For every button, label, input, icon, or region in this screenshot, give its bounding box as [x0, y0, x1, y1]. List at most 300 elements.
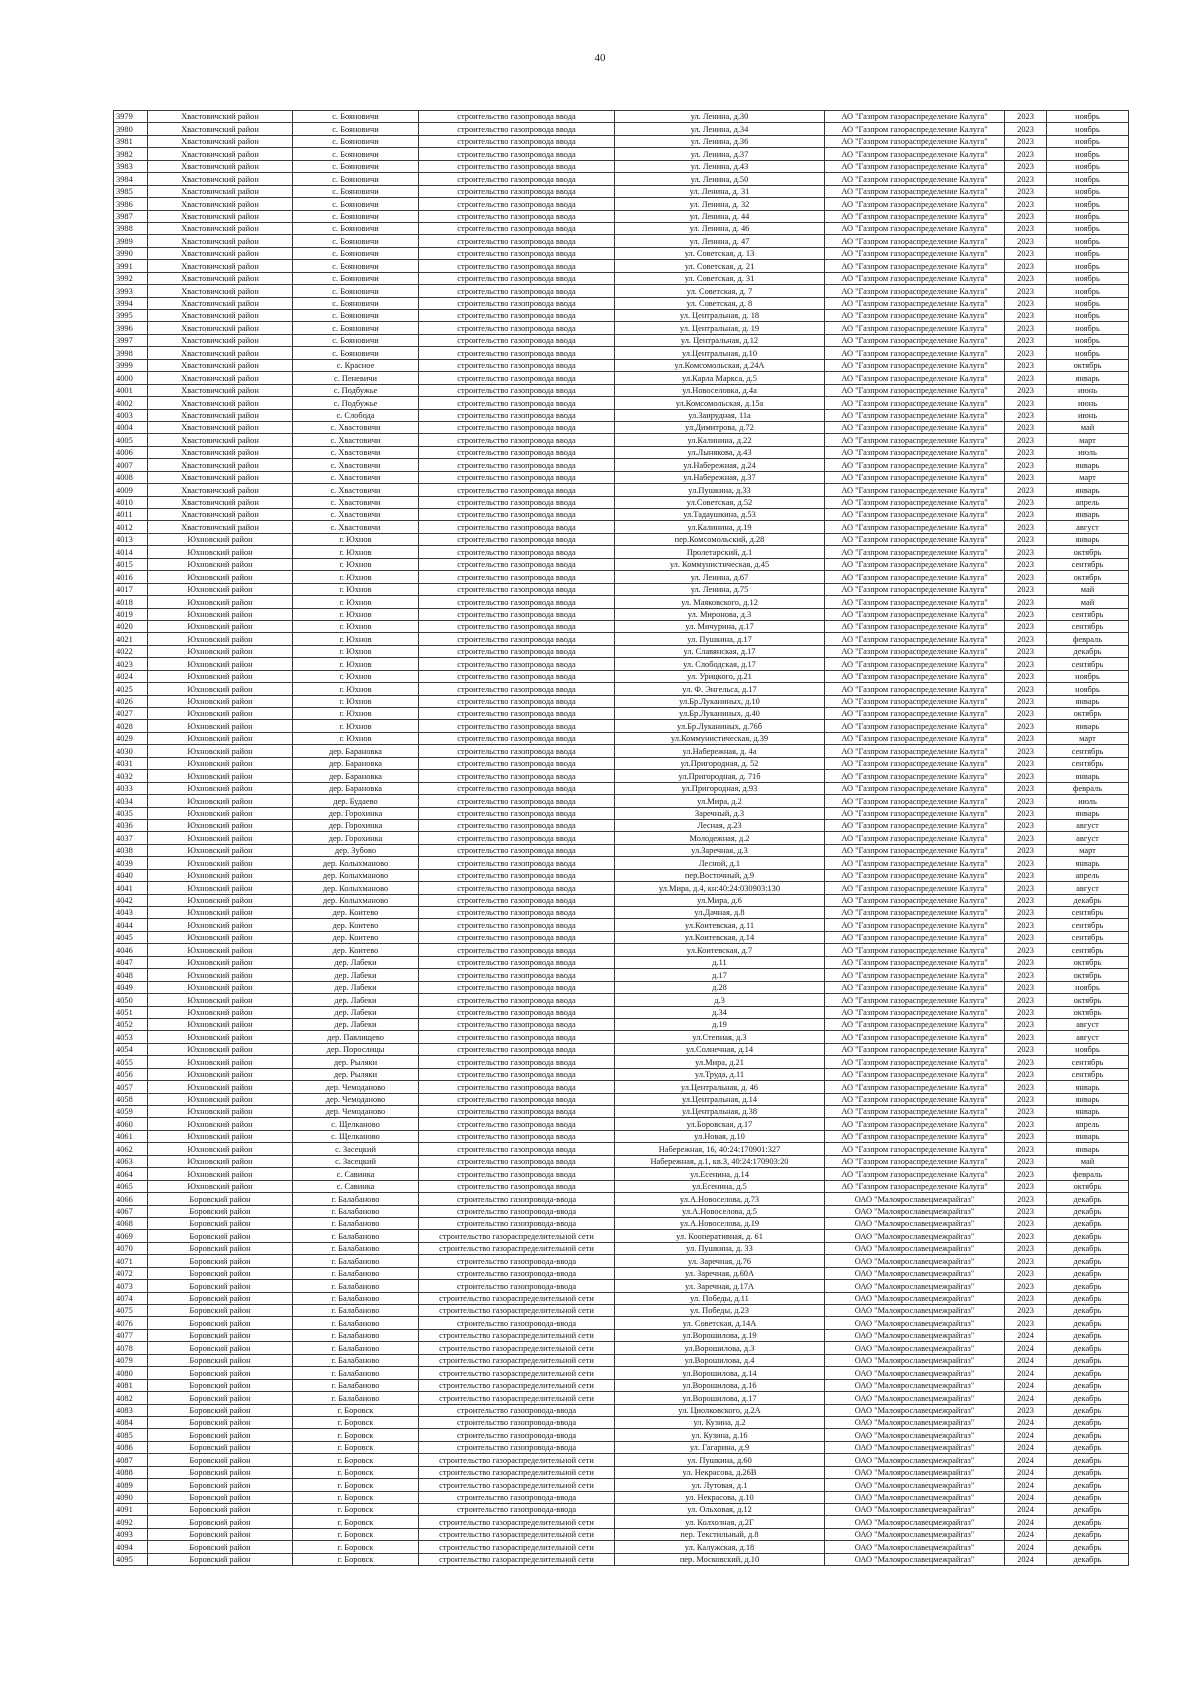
row-number: 4089: [114, 1479, 148, 1491]
address-cell: Заречный, д.3: [615, 807, 825, 819]
district-cell: Хвастовичский район: [148, 198, 293, 210]
settlement-cell: г. Боровск: [293, 1491, 419, 1503]
month-cell: декабрь: [1047, 645, 1129, 657]
work-type-cell: строительство газопровода ввода: [419, 1018, 615, 1030]
work-type-cell: строительство газопровода ввода: [419, 907, 615, 919]
address-cell: ул. Некрасова, д.10: [615, 1491, 825, 1503]
row-number: 3980: [114, 123, 148, 135]
work-type-cell: строительство газопровода ввода: [419, 434, 615, 446]
row-number: 4036: [114, 819, 148, 831]
settlement-cell: г. Боровск: [293, 1441, 419, 1453]
work-type-cell: строительство газопровода ввода: [419, 260, 615, 272]
settlement-cell: г. Боровск: [293, 1528, 419, 1540]
table-row: [114, 484, 1129, 496]
address-cell: ул. Пушкина, д.60: [615, 1454, 825, 1466]
month-cell: сентябрь: [1047, 757, 1129, 769]
district-cell: Хвастовичский район: [148, 347, 293, 359]
district-cell: Хвастовичский район: [148, 509, 293, 521]
table-row: [114, 1130, 1129, 1142]
organization-cell: АО "Газпром газораспределение Калуга": [825, 1006, 1005, 1018]
settlement-cell: г. Балабаново: [293, 1242, 419, 1254]
work-type-cell: строительство газопровода ввода: [419, 148, 615, 160]
year-cell: 2023: [1005, 1106, 1047, 1118]
organization-cell: АО "Газпром газораспределение Калуга": [825, 521, 1005, 533]
work-type-cell: строительство газопровода ввода: [419, 969, 615, 981]
settlement-cell: с. Щелканово: [293, 1118, 419, 1130]
address-cell: ул.Калинина, д.19: [615, 521, 825, 533]
work-type-cell: строительство газопровода ввода: [419, 484, 615, 496]
year-cell: 2023: [1005, 1155, 1047, 1167]
year-cell: 2024: [1005, 1367, 1047, 1379]
settlement-cell: с. Бояновичи: [293, 297, 419, 309]
district-cell: Хвастовичский район: [148, 434, 293, 446]
address-cell: ул.Центральная, д.38: [615, 1106, 825, 1118]
table-row: [114, 1230, 1129, 1242]
settlement-cell: дер. Колыхманово: [293, 894, 419, 906]
row-number: 4037: [114, 832, 148, 844]
row-number: 4022: [114, 645, 148, 657]
organization-cell: АО "Газпром газораспределение Калуга": [825, 695, 1005, 707]
row-number: 4015: [114, 558, 148, 570]
work-type-cell: строительство газопровода-ввода: [419, 1193, 615, 1205]
settlement-cell: дер. Порослицы: [293, 1043, 419, 1055]
settlement-cell: г. Юхнов: [293, 533, 419, 545]
year-cell: 2023: [1005, 795, 1047, 807]
address-cell: ул. Мичурина, д.17: [615, 620, 825, 632]
year-cell: 2023: [1005, 894, 1047, 906]
month-cell: январь: [1047, 1106, 1129, 1118]
district-cell: Хвастовичский район: [148, 409, 293, 421]
year-cell: 2023: [1005, 434, 1047, 446]
work-type-cell: строительство газопровода ввода: [419, 322, 615, 334]
work-type-cell: строительство газопровода-ввода: [419, 1441, 615, 1453]
month-cell: декабрь: [1047, 1541, 1129, 1553]
address-cell: ул. Ленина, д. 31: [615, 185, 825, 197]
work-type-cell: строительство газопровода ввода: [419, 583, 615, 595]
district-cell: Юхновский район: [148, 708, 293, 720]
district-cell: Боровский район: [148, 1441, 293, 1453]
year-cell: 2023: [1005, 123, 1047, 135]
year-cell: 2023: [1005, 720, 1047, 732]
work-type-cell: строительство газопровода ввода: [419, 546, 615, 558]
settlement-cell: дер. Горохинка: [293, 819, 419, 831]
work-type-cell: строительство газопровода ввода: [419, 645, 615, 657]
month-cell: ноябрь: [1047, 135, 1129, 147]
organization-cell: АО "Газпром газораспределение Калуга": [825, 844, 1005, 856]
address-cell: пер. Текстильный, д.8: [615, 1528, 825, 1540]
settlement-cell: с. Бояновичи: [293, 123, 419, 135]
address-cell: ул.Тадаушкина, д.53: [615, 509, 825, 521]
month-cell: октябрь: [1047, 546, 1129, 558]
district-cell: Хвастовичский район: [148, 459, 293, 471]
address-cell: ул. Коммунистическая, д.45: [615, 558, 825, 570]
organization-cell: АО "Газпром газораспределение Калуга": [825, 210, 1005, 222]
address-cell: ул. Колхозная, д.2Г: [615, 1516, 825, 1528]
year-cell: 2023: [1005, 645, 1047, 657]
settlement-cell: дер. Рыляки: [293, 1068, 419, 1080]
address-cell: ул.Ворошилова, д.19: [615, 1329, 825, 1341]
work-type-cell: строительство газопровода-ввода: [419, 1404, 615, 1416]
row-number: 4032: [114, 770, 148, 782]
organization-cell: АО "Газпром газораспределение Калуга": [825, 670, 1005, 682]
month-cell: ноябрь: [1047, 310, 1129, 322]
district-cell: Юхновский район: [148, 757, 293, 769]
settlement-cell: с. Хвастовичи: [293, 484, 419, 496]
month-cell: ноябрь: [1047, 260, 1129, 272]
organization-cell: ОАО "Малоярославецмежрайгаз": [825, 1491, 1005, 1503]
address-cell: ул.Ворошилова, д.17: [615, 1392, 825, 1404]
year-cell: 2023: [1005, 708, 1047, 720]
year-cell: 2023: [1005, 1230, 1047, 1242]
address-cell: ул. Миронова, д.3: [615, 608, 825, 620]
row-number: 4038: [114, 844, 148, 856]
district-cell: Хвастовичский район: [148, 521, 293, 533]
table-row: [114, 347, 1129, 359]
year-cell: 2023: [1005, 683, 1047, 695]
table-row: [114, 1068, 1129, 1080]
address-cell: ул. Ленина, д. 32: [615, 198, 825, 210]
address-cell: ул. Ленина, д.37: [615, 148, 825, 160]
organization-cell: АО "Газпром газораспределение Калуга": [825, 135, 1005, 147]
month-cell: сентябрь: [1047, 944, 1129, 956]
settlement-cell: дер. Лабеки: [293, 969, 419, 981]
address-cell: ул. Кузина, д.16: [615, 1429, 825, 1441]
table-row: [114, 1093, 1129, 1105]
month-cell: октябрь: [1047, 1006, 1129, 1018]
month-cell: декабрь: [1047, 1242, 1129, 1254]
district-cell: Боровский район: [148, 1205, 293, 1217]
year-cell: 2023: [1005, 1143, 1047, 1155]
district-cell: Юхновский район: [148, 658, 293, 670]
settlement-cell: дер. Барановка: [293, 745, 419, 757]
table-row: [114, 994, 1129, 1006]
row-number: 4051: [114, 1006, 148, 1018]
year-cell: 2023: [1005, 484, 1047, 496]
work-type-cell: строительство газопровода ввода: [419, 459, 615, 471]
table-row: [114, 1479, 1129, 1491]
district-cell: Юхновский район: [148, 919, 293, 931]
work-type-cell: строительство газопровода ввода: [419, 658, 615, 670]
row-number: 4082: [114, 1392, 148, 1404]
table-row: [114, 882, 1129, 894]
address-cell: ул.Солнечная, д.14: [615, 1043, 825, 1055]
table-row: [114, 1043, 1129, 1055]
row-number: 3985: [114, 185, 148, 197]
settlement-cell: г. Боровск: [293, 1466, 419, 1478]
settlement-cell: дер. Коитево: [293, 907, 419, 919]
year-cell: 2023: [1005, 372, 1047, 384]
row-number: 4061: [114, 1130, 148, 1142]
month-cell: май: [1047, 1155, 1129, 1167]
organization-cell: ОАО "Малоярославецмежрайгаз": [825, 1441, 1005, 1453]
table-row: [114, 1416, 1129, 1428]
address-cell: ул. Ленина, д. 47: [615, 235, 825, 247]
row-number: 4001: [114, 384, 148, 396]
organization-cell: АО "Газпром газораспределение Калуга": [825, 1068, 1005, 1080]
month-cell: декабрь: [1047, 894, 1129, 906]
address-cell: ул.Пригородная, д.93: [615, 782, 825, 794]
address-cell: ул. Победы, д.23: [615, 1305, 825, 1317]
year-cell: 2024: [1005, 1416, 1047, 1428]
address-cell: ул.А.Новоселова, д.73: [615, 1193, 825, 1205]
address-cell: ул. Советская, д. 7: [615, 285, 825, 297]
month-cell: январь: [1047, 484, 1129, 496]
table-row: [114, 907, 1129, 919]
work-type-cell: строительство газопровода ввода: [419, 571, 615, 583]
row-number: 4094: [114, 1541, 148, 1553]
row-number: 4007: [114, 459, 148, 471]
row-number: 4005: [114, 434, 148, 446]
address-cell: ул.Мира, д.4, кн:40:24:030903:130: [615, 882, 825, 894]
work-type-cell: строительство газопровода ввода: [419, 334, 615, 346]
work-type-cell: строительство газораспределительной сети: [419, 1479, 615, 1491]
district-cell: Хвастовичский район: [148, 210, 293, 222]
district-cell: Юхновский район: [148, 596, 293, 608]
year-cell: 2024: [1005, 1392, 1047, 1404]
work-type-cell: строительство газопровода ввода: [419, 1031, 615, 1043]
work-type-cell: строительство газопровода ввода: [419, 421, 615, 433]
settlement-cell: дер. Чемоданово: [293, 1081, 419, 1093]
year-cell: 2023: [1005, 1180, 1047, 1192]
work-type-cell: строительство газораспределительной сети: [419, 1541, 615, 1553]
address-cell: ул. Ольховая, д.12: [615, 1504, 825, 1516]
table-row: [114, 397, 1129, 409]
month-cell: сентябрь: [1047, 1056, 1129, 1068]
work-type-cell: строительство газораспределительной сети: [419, 1466, 615, 1478]
district-cell: Юхновский район: [148, 994, 293, 1006]
month-cell: февраль: [1047, 1168, 1129, 1180]
district-cell: Боровский район: [148, 1392, 293, 1404]
district-cell: Хвастовичский район: [148, 272, 293, 284]
table-row: [114, 533, 1129, 545]
work-type-cell: строительство газопровода-ввода: [419, 1267, 615, 1279]
district-cell: Хвастовичский район: [148, 359, 293, 371]
settlement-cell: г. Балабаново: [293, 1255, 419, 1267]
address-cell: ул.Есенина, д.5: [615, 1180, 825, 1192]
district-cell: Боровский район: [148, 1504, 293, 1516]
address-cell: ул. Славянская, д.17: [615, 645, 825, 657]
address-cell: ул. Ленина, д. 44: [615, 210, 825, 222]
year-cell: 2023: [1005, 409, 1047, 421]
district-cell: Боровский район: [148, 1528, 293, 1540]
year-cell: 2023: [1005, 956, 1047, 968]
organization-cell: АО "Газпром газораспределение Калуга": [825, 1018, 1005, 1030]
work-type-cell: строительство газопровода ввода: [419, 981, 615, 993]
district-cell: Юхновский район: [148, 857, 293, 869]
district-cell: Юхновский район: [148, 819, 293, 831]
settlement-cell: г. Юхнов: [293, 645, 419, 657]
year-cell: 2023: [1005, 832, 1047, 844]
table-row: [114, 1504, 1129, 1516]
year-cell: 2023: [1005, 571, 1047, 583]
row-number: 4030: [114, 745, 148, 757]
organization-cell: ОАО "Малоярославецмежрайгаз": [825, 1217, 1005, 1229]
table-row: [114, 782, 1129, 794]
year-cell: 2024: [1005, 1491, 1047, 1503]
organization-cell: АО "Газпром газораспределение Калуга": [825, 459, 1005, 471]
address-cell: ул. Слободская, д.17: [615, 658, 825, 670]
row-number: 4040: [114, 869, 148, 881]
organization-cell: ОАО "Малоярославецмежрайгаз": [825, 1329, 1005, 1341]
address-cell: ул. Некрасова, д.26В: [615, 1466, 825, 1478]
table-row: [114, 1217, 1129, 1229]
row-number: 3999: [114, 359, 148, 371]
month-cell: январь: [1047, 509, 1129, 521]
work-type-cell: строительство газопровода ввода: [419, 1068, 615, 1080]
month-cell: август: [1047, 882, 1129, 894]
settlement-cell: г. Балабаново: [293, 1193, 419, 1205]
district-cell: Юхновский район: [148, 571, 293, 583]
district-cell: Боровский район: [148, 1317, 293, 1329]
year-cell: 2023: [1005, 732, 1047, 744]
settlement-cell: с. Бояновичи: [293, 198, 419, 210]
table-row: [114, 1441, 1129, 1453]
organization-cell: АО "Газпром газораспределение Калуга": [825, 533, 1005, 545]
month-cell: ноябрь: [1047, 198, 1129, 210]
district-cell: Хвастовичский район: [148, 123, 293, 135]
row-number: 3992: [114, 272, 148, 284]
month-cell: январь: [1047, 807, 1129, 819]
table-row: [114, 123, 1129, 135]
settlement-cell: г. Юхнов: [293, 720, 419, 732]
address-cell: ул. Ленина, д.43: [615, 160, 825, 172]
organization-cell: АО "Газпром газораспределение Калуга": [825, 334, 1005, 346]
table-row: [114, 1354, 1129, 1366]
organization-cell: АО "Газпром газораспределение Калуга": [825, 658, 1005, 670]
table-body: [114, 111, 1129, 1566]
month-cell: ноябрь: [1047, 297, 1129, 309]
settlement-cell: г. Боровск: [293, 1429, 419, 1441]
row-number: 4021: [114, 633, 148, 645]
address-cell: ул.Коитевская, д.14: [615, 931, 825, 943]
month-cell: май: [1047, 596, 1129, 608]
month-cell: ноябрь: [1047, 347, 1129, 359]
row-number: 4016: [114, 571, 148, 583]
year-cell: 2023: [1005, 459, 1047, 471]
row-number: 3983: [114, 160, 148, 172]
month-cell: декабрь: [1047, 1329, 1129, 1341]
work-type-cell: строительство газопровода ввода: [419, 994, 615, 1006]
district-cell: Юхновский район: [148, 720, 293, 732]
year-cell: 2023: [1005, 1018, 1047, 1030]
work-type-cell: строительство газопровода ввода: [419, 397, 615, 409]
table-row: [114, 1255, 1129, 1267]
work-type-cell: строительство газопровода ввода: [419, 670, 615, 682]
work-type-cell: строительство газопровода ввода: [419, 123, 615, 135]
settlement-cell: г. Юхнов: [293, 583, 419, 595]
table-row: [114, 210, 1129, 222]
work-type-cell: строительство газопровода ввода: [419, 235, 615, 247]
month-cell: декабрь: [1047, 1466, 1129, 1478]
address-cell: ул. Калужская, д.18: [615, 1541, 825, 1553]
organization-cell: АО "Газпром газораспределение Калуга": [825, 1093, 1005, 1105]
settlement-cell: г. Юхнов: [293, 633, 419, 645]
address-cell: ул.Бр.Луканиных, д.10: [615, 695, 825, 707]
organization-cell: АО "Газпром газораспределение Калуга": [825, 496, 1005, 508]
organization-cell: ОАО "Малоярославецмежрайгаз": [825, 1479, 1005, 1491]
district-cell: Юхновский район: [148, 633, 293, 645]
month-cell: ноябрь: [1047, 222, 1129, 234]
settlement-cell: г. Балабаново: [293, 1379, 419, 1391]
organization-cell: АО "Газпром газораспределение Калуга": [825, 994, 1005, 1006]
organization-cell: АО "Газпром газораспределение Калуга": [825, 782, 1005, 794]
organization-cell: АО "Газпром газораспределение Калуга": [825, 1180, 1005, 1192]
organization-cell: АО "Газпром газораспределение Калуга": [825, 633, 1005, 645]
district-cell: Юхновский район: [148, 1168, 293, 1180]
district-cell: Хвастовичский район: [148, 421, 293, 433]
settlement-cell: г. Боровск: [293, 1516, 419, 1528]
address-cell: ул.Пушкина, д.33: [615, 484, 825, 496]
month-cell: октябрь: [1047, 359, 1129, 371]
table-row: [114, 235, 1129, 247]
settlement-cell: с. Хвастовичи: [293, 446, 419, 458]
row-number: 4095: [114, 1553, 148, 1565]
month-cell: октябрь: [1047, 571, 1129, 583]
organization-cell: ОАО "Малоярославецмежрайгаз": [825, 1242, 1005, 1254]
work-type-cell: строительство газопровода ввода: [419, 1043, 615, 1055]
address-cell: ул.Дачная, д.8: [615, 907, 825, 919]
month-cell: декабрь: [1047, 1230, 1129, 1242]
settlement-cell: г. Юхнов: [293, 708, 419, 720]
table-row: [114, 1392, 1129, 1404]
year-cell: 2023: [1005, 633, 1047, 645]
district-cell: Юхновский район: [148, 1056, 293, 1068]
table-row: [114, 1429, 1129, 1441]
table-row: [114, 1031, 1129, 1043]
district-cell: Боровский район: [148, 1491, 293, 1503]
month-cell: август: [1047, 819, 1129, 831]
address-cell: ул. Советская, д. 31: [615, 272, 825, 284]
district-cell: Юхновский район: [148, 944, 293, 956]
address-cell: д.28: [615, 981, 825, 993]
address-cell: Молодежная, д.2: [615, 832, 825, 844]
table-row: [114, 372, 1129, 384]
year-cell: 2023: [1005, 944, 1047, 956]
year-cell: 2023: [1005, 882, 1047, 894]
table-row: [114, 807, 1129, 819]
settlement-cell: г. Юхнов: [293, 546, 419, 558]
organization-cell: АО "Газпром газораспределение Калуга": [825, 160, 1005, 172]
district-cell: Юхновский район: [148, 732, 293, 744]
organization-cell: АО "Газпром газораспределение Калуга": [825, 434, 1005, 446]
table-row: [114, 1205, 1129, 1217]
work-type-cell: строительство газопровода ввода: [419, 1118, 615, 1130]
organization-cell: ОАО "Малоярославецмежрайгаз": [825, 1379, 1005, 1391]
organization-cell: АО "Газпром газораспределение Калуга": [825, 484, 1005, 496]
settlement-cell: с. Бояновичи: [293, 210, 419, 222]
year-cell: 2023: [1005, 334, 1047, 346]
address-cell: ул.Центральная, д.14: [615, 1093, 825, 1105]
organization-cell: ОАО "Малоярославецмежрайгаз": [825, 1267, 1005, 1279]
year-cell: 2023: [1005, 1081, 1047, 1093]
address-cell: ул.Бр.Луканиных, д.76б: [615, 720, 825, 732]
work-type-cell: строительство газопровода ввода: [419, 185, 615, 197]
year-cell: 2023: [1005, 620, 1047, 632]
row-number: 4072: [114, 1267, 148, 1279]
month-cell: январь: [1047, 459, 1129, 471]
district-cell: Хвастовичский район: [148, 334, 293, 346]
organization-cell: АО "Газпром газораспределение Калуга": [825, 1056, 1005, 1068]
table-row: [114, 1329, 1129, 1341]
settlement-cell: г. Юхнов: [293, 558, 419, 570]
work-type-cell: строительство газопровода ввода: [419, 844, 615, 856]
month-cell: июнь: [1047, 397, 1129, 409]
settlement-cell: с. Бояновичи: [293, 222, 419, 234]
work-type-cell: строительство газораспределительной сети: [419, 1342, 615, 1354]
year-cell: 2023: [1005, 658, 1047, 670]
table-row: [114, 1491, 1129, 1503]
month-cell: декабрь: [1047, 1416, 1129, 1428]
